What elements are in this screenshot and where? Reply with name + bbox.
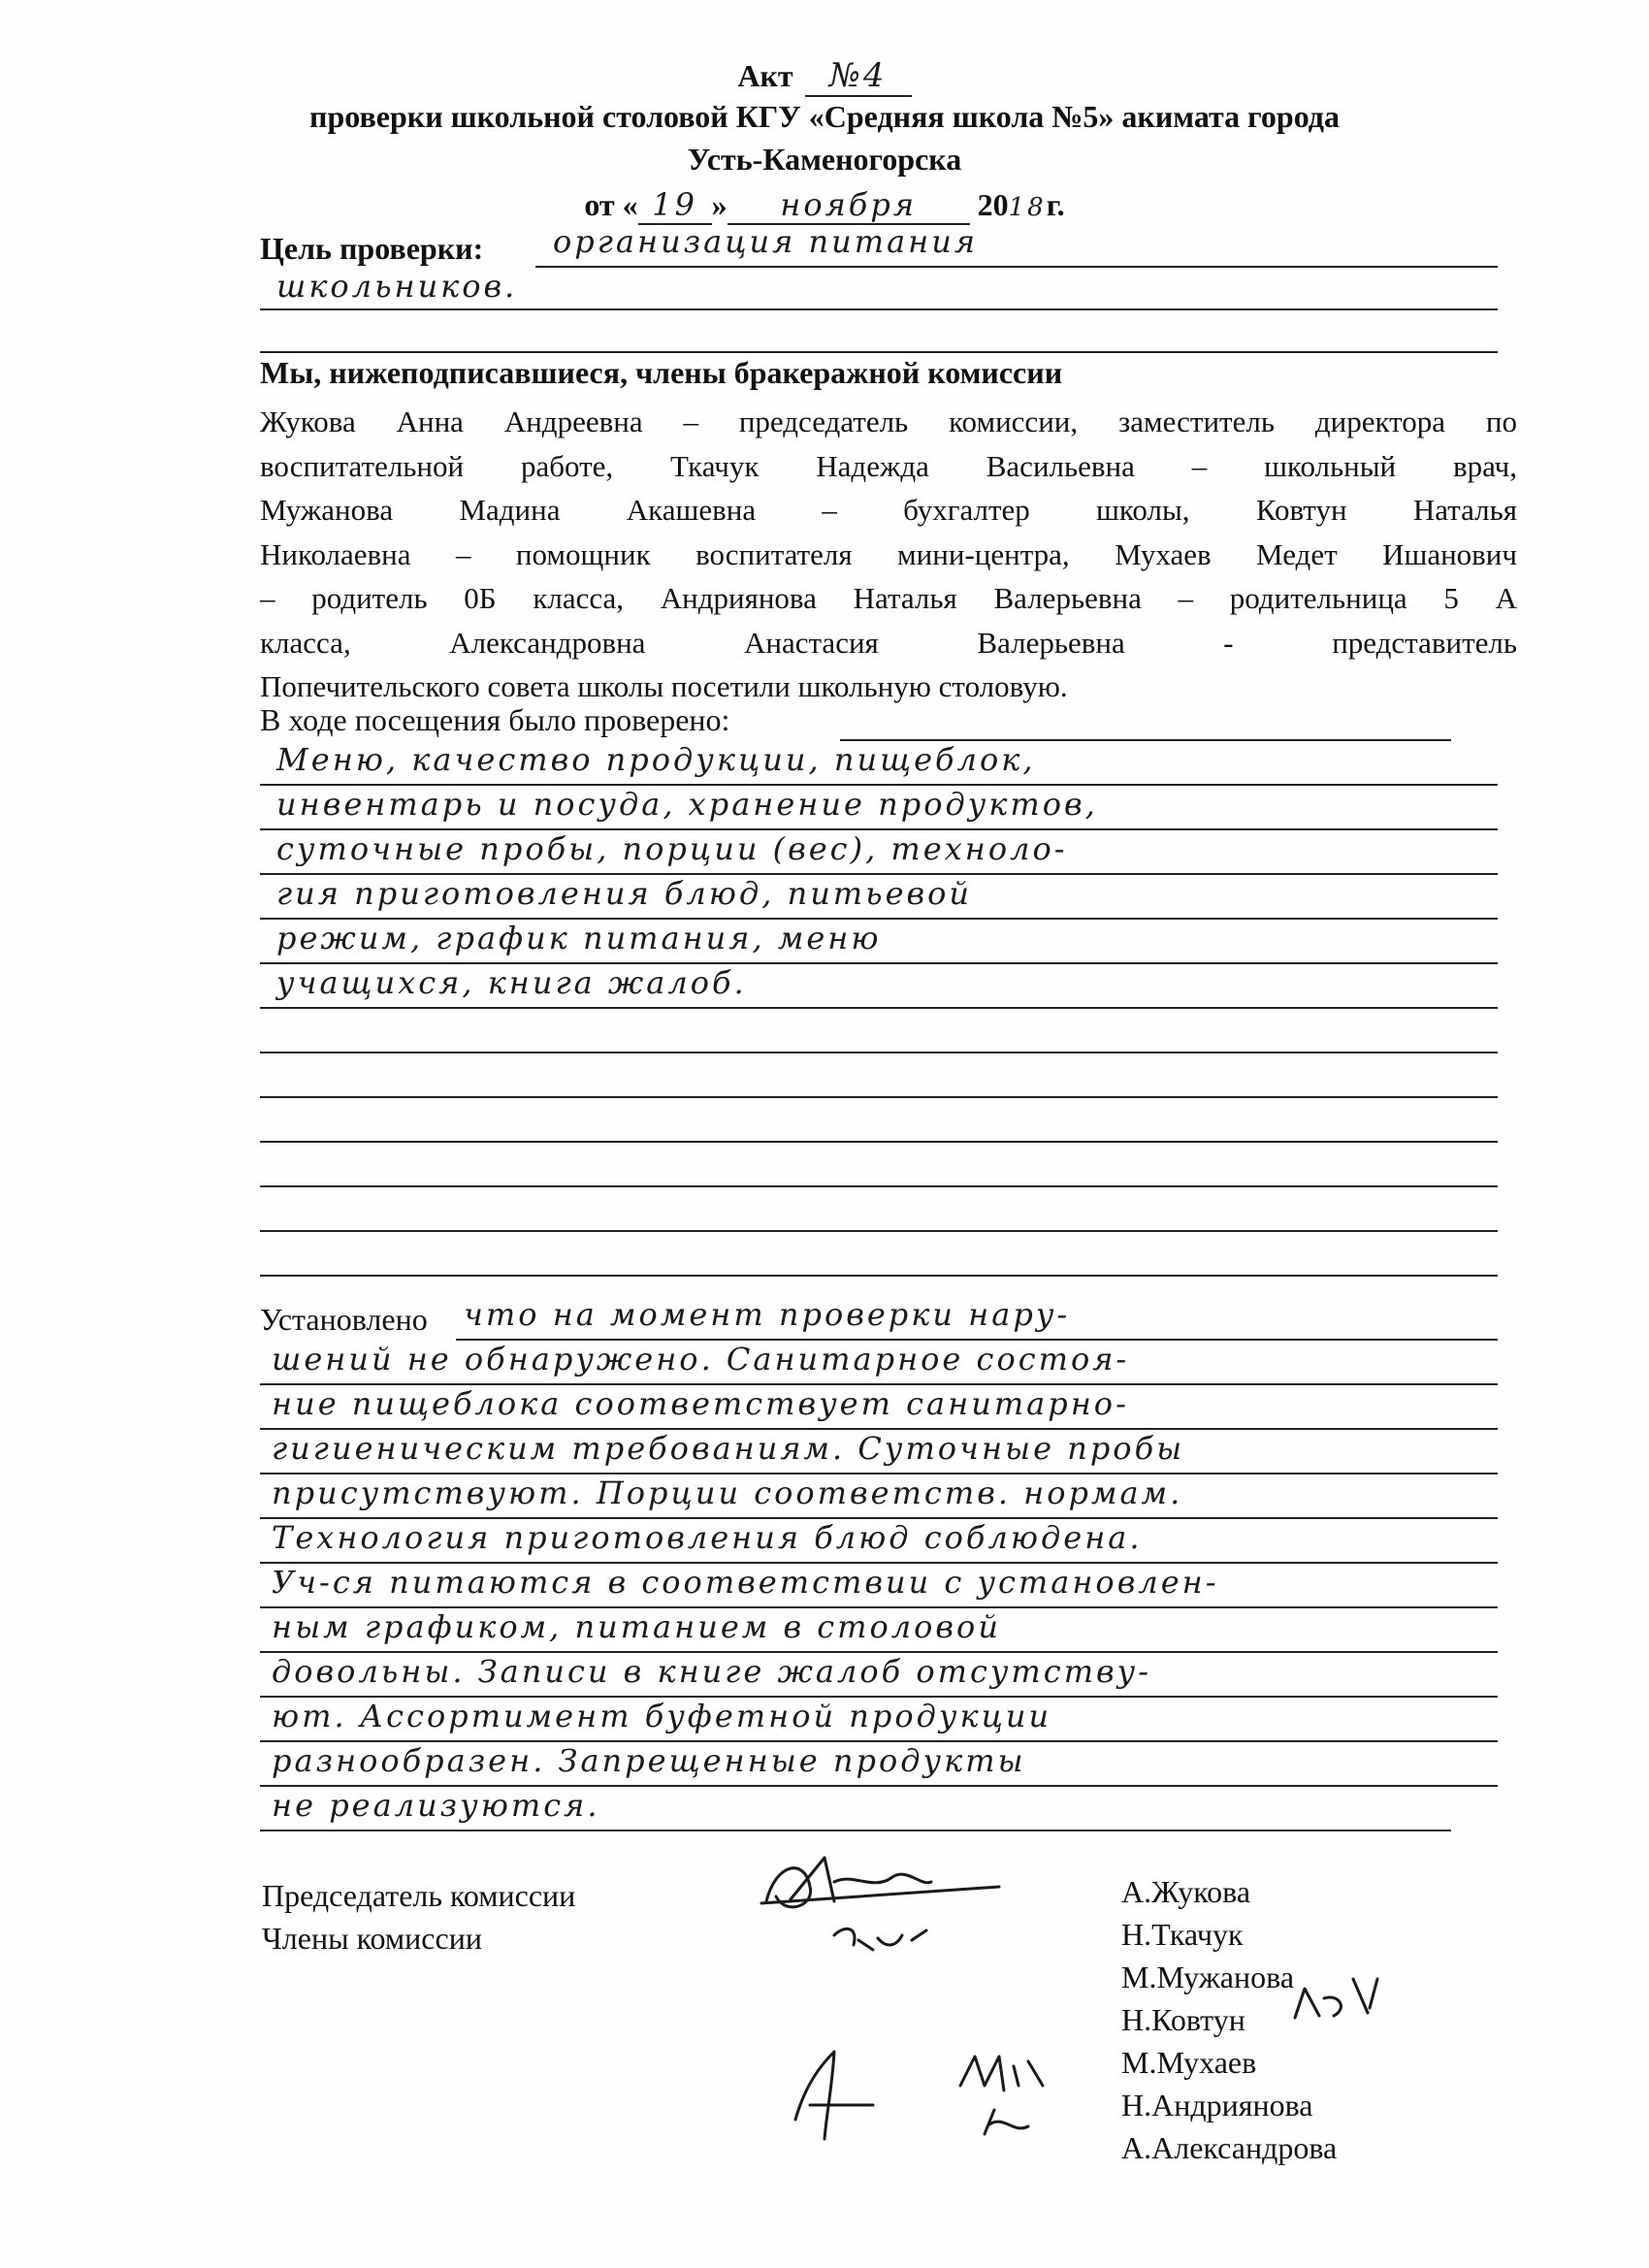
established-handwritten-line: присутствуют. Порции соответств. нормам. <box>272 1474 1183 1511</box>
checked-handwritten-line: инвентарь и посуда, хранение продуктов, <box>276 786 1098 823</box>
established-handwritten-line: ние пищеблока соответствует санитарно- <box>272 1385 1129 1422</box>
date-month-handwritten: ноября <box>728 186 970 225</box>
signature-member-2 <box>1295 1979 1377 2018</box>
signature-member-3 <box>795 2052 873 2139</box>
signatory-name: А.Жукова <box>1121 1874 1251 1909</box>
signatory-name: Н.Андриянова <box>1121 2088 1313 2122</box>
signature-member-1 <box>834 1928 926 1950</box>
established-handwritten-line: Уч-ся питаются в соответствии с установлен- <box>272 1564 1219 1601</box>
date-year-prefix: 20 <box>977 187 1009 222</box>
signatory-name: А.Александрова <box>1121 2130 1338 2165</box>
date-prefix: от « <box>584 187 638 222</box>
commission-line: Жукова Анна Андреевна – председатель комиссии, заместитель директора по <box>260 405 1517 438</box>
chair-label: Председатель комиссии <box>262 1878 576 1913</box>
purpose-handwritten-line1: организация питания <box>553 223 979 260</box>
date-day-handwritten: 19 <box>638 186 712 225</box>
checked-handwritten-line: Меню, качество продукции, пищеблок, <box>276 741 1036 778</box>
established-handwritten-line: Технология приготовления блюд соблюдена. <box>272 1519 1143 1556</box>
established-handwritten-line: шений не обнаружено. Санитарное состоя- <box>272 1341 1130 1377</box>
signatory-name: М.Мухаев <box>1121 2045 1257 2080</box>
act-number-handwritten: №4 <box>805 56 912 97</box>
act-subtitle-line1: проверки школьной столовой КГУ «Средняя школа №5» акимата города <box>309 99 1340 134</box>
date-year-handwritten: 18 <box>1008 193 1047 222</box>
checked-handwritten-line: гия приготовления блюд, питьевой <box>276 875 972 912</box>
checked-handwritten-line: учащихся, книга жалоб. <box>276 964 747 1001</box>
signature-member-5 <box>985 2110 1028 2134</box>
established-handwritten-line: ным графиком, питанием в столовой <box>272 1608 1001 1645</box>
purpose-label: Цель проверки: <box>260 231 484 266</box>
commission-line: класса, Александровна Анастасия Валерьевна - представитель <box>260 625 1517 660</box>
commission-line: – родитель 0Б класса, Андриянова Наталья Валерьевна – родительница 5 А <box>260 581 1517 615</box>
members-label: Члены комиссии <box>262 1921 482 1956</box>
established-handwritten-line: разнообразен. Запрещенные продукты <box>272 1742 1026 1779</box>
purpose-handwritten-line2: школьников. <box>276 268 518 305</box>
signatory-name: М.Мужанова <box>1121 1960 1295 1994</box>
commission-line: воспитательной работе, Ткачук Надежда Васильевна – школьный врач, <box>260 448 1517 483</box>
commission-line: Попечительского совета школы посетили школьную столовую. <box>260 669 1068 703</box>
commission-line: Мужанова Мадина Акашевна – бухгалтер школы, Ковтун Наталья <box>260 493 1517 527</box>
established-handwritten-line: гигиеническим требованиям. Суточные пробы <box>272 1430 1185 1467</box>
signature-chair <box>761 1858 999 1907</box>
signature-member-4 <box>960 2057 1043 2090</box>
established-handwritten-line: что на момент проверки нару- <box>464 1296 1071 1333</box>
commission-heading: Мы, нижеподписавшиеся, члены бракеражной комиссии <box>260 355 1063 390</box>
checked-handwritten-line: режим, график питания, меню <box>276 920 882 956</box>
act-subtitle-line2: Усть-Каменогорска <box>687 142 962 177</box>
established-handwritten-line: не реализуются. <box>272 1787 600 1824</box>
commission-line: Николаевна – помощник воспитателя мини-центра, Мухаев Медет Ишанович <box>260 536 1517 571</box>
signatory-name: Н.Ковтун <box>1121 2002 1245 2037</box>
date-mid: » <box>711 187 728 222</box>
signatory-name: Н.Ткачук <box>1121 1917 1244 1952</box>
act-word: Акт <box>737 58 793 93</box>
date-suffix: г. <box>1046 187 1065 222</box>
checked-label: В ходе посещения было проверено: <box>260 702 730 737</box>
checked-handwritten-line: суточные пробы, порции (вес), техноло- <box>276 830 1068 867</box>
established-label: Установлено <box>260 1302 428 1337</box>
established-handwritten-line: довольны. Записи в книге жалоб отсутству- <box>272 1653 1152 1690</box>
established-handwritten-line: ют. Ассортимент буфетной продукции <box>272 1698 1052 1734</box>
